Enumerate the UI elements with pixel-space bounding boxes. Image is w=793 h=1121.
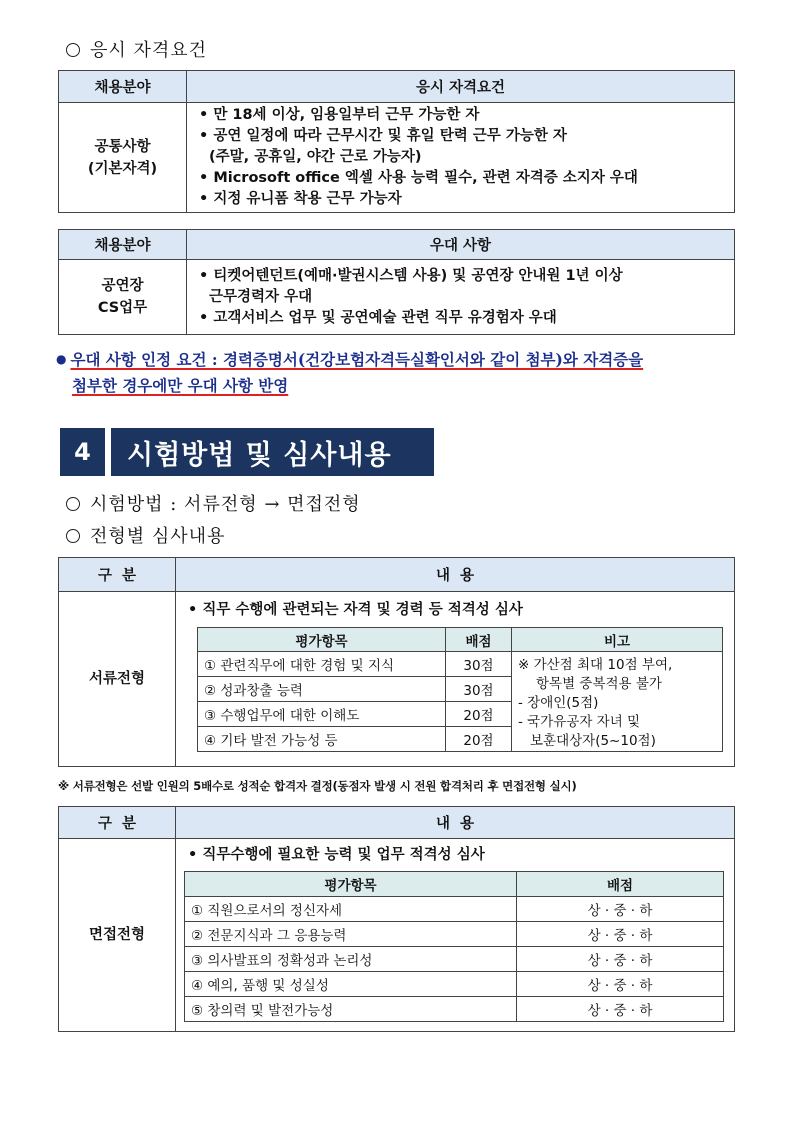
interview-criteria-item: ④ 예의, 품행 및 성실성 [185,972,517,997]
content-line: 전형별 심사내용 [66,522,225,548]
doc-criteria-header: 평가항목 [198,628,446,652]
notice-line-2: 첨부한 경우에만 우대 사항 반영 [72,376,289,395]
doc-criteria-item: ② 성과창출 능력 [198,677,446,702]
doc-criteria-score: 30점 [446,677,512,702]
doc-col1-header: 구 분 [59,558,176,592]
interview-content [176,839,735,1032]
preference-item: 근무경력자 우대 [209,288,313,305]
preference-col1-header: 채용분야 [59,230,187,260]
preference-item: • 티켓어텐던트(예매·발권시스템 사용) 및 공연장 안내원 1년 이상 [199,267,623,284]
qualification-item: • 지정 유니폼 착용 근무 가능자 [199,191,402,207]
bullet-dot-icon: ● [56,352,67,366]
doc-criteria-item: ③ 수행업무에 대한 이해도 [198,702,446,727]
preference-category: 공연장 CS업무 [59,260,187,335]
interview-criteria-item: ③ 의사발표의 정확성과 논리성 [185,947,517,972]
interview-table [58,806,735,1032]
section-number-badge: 4 [60,428,105,476]
section-title: 시험방법 및 심사내용 [111,428,434,476]
interview-criteria-header: 평가항목 [185,872,517,897]
doc-criteria-score: 20점 [446,727,512,752]
doc-category: 서류전형 [59,592,176,767]
doc-criteria-item: ④ 기타 발전 가능성 등 [198,727,446,752]
preference-table [58,229,735,335]
interview-col2-header: 내 용 [176,807,735,839]
interview-intro: • 직무수행에 필요한 능력 및 업무 적격성 심사 [188,847,485,863]
doc-content [176,592,735,767]
interview-criteria-score: 상 · 중 · 하 [517,947,724,972]
qualification-item: • 만 18세 이상, 임용일부터 근무 가능한 자 [199,107,480,123]
doc-criteria-score: 30점 [446,652,512,677]
interview-criteria-item: ⑤ 창의력 및 발전가능성 [185,997,517,1022]
qualification-col1-header: 채용분야 [59,71,187,103]
qualification-col2-header: 응시 자격요건 [187,71,735,103]
interview-category: 면접전형 [59,839,176,1032]
interview-criteria-item: ② 전문지식과 그 응용능력 [185,922,517,947]
circle-bullet-icon [66,43,80,57]
document-screening-table [58,557,735,767]
doc-score-header: 배점 [446,628,512,652]
qualification-list [187,103,735,213]
doc-intro: • 직무 수행에 관련되는 자격 및 경력 등 적격성 심사 [188,602,523,618]
preference-col2-header: 우대 사항 [187,230,735,260]
interview-criteria-item: ① 직원으로서의 정신자세 [185,897,517,922]
doc-col2-header: 내 용 [176,558,735,592]
doc-criteria-table [197,627,723,752]
interview-score-header: 배점 [517,872,724,897]
doc-remarks-header: 비고 [512,628,723,652]
qualification-item: • 공연 일정에 따라 근무시간 및 휴일 탄력 근무 가능한 자 [199,128,567,144]
circle-bullet-icon [66,497,80,511]
circle-bullet-icon [66,529,80,543]
qualification-heading-text: 응시 자격요건 [90,40,208,61]
interview-criteria-score: 상 · 중 · 하 [517,972,724,997]
doc-criteria-score: 20점 [446,702,512,727]
doc-criteria-item: ① 관련직무에 대한 경험 및 지식 [198,652,446,677]
interview-col1-header: 구 분 [59,807,176,839]
preference-item: • 고객서비스 업무 및 공연예술 관련 직무 유경험자 우대 [199,309,557,326]
qualification-table [58,70,735,213]
interview-criteria-score: 상 · 중 · 하 [517,922,724,947]
method-line: 시험방법 : 서류전형 → 면접전형 [66,490,361,516]
qualification-heading [66,36,207,62]
preference-notice [56,346,746,399]
doc-remarks: ※ 가산점 최대 10점 부여, 항목별 중복적용 불가 - 장애인(5점) - 국가유공자 자녀 및 보훈대상자(5~10점) [512,652,723,752]
interview-criteria-score: 상 · 중 · 하 [517,897,724,922]
screening-note: ※ 서류전형은 선발 인원의 5배수로 성적순 합격자 결정(동점자 발생 시 전원 합격처리 후 면접전형 실시) [58,779,577,793]
interview-criteria-table [184,871,724,1022]
qualification-item: (주말, 공휴일, 야간 근로 가능자) [209,149,422,165]
preference-list [187,260,735,335]
interview-criteria-score: 상 · 중 · 하 [517,997,724,1022]
notice-line-1: 우대 사항 인정 요건 : 경력증명서(건강보험자격득실확인서와 같이 첨부)와 자격증을 [70,350,644,369]
qualification-item: • Microsoft office 엑셀 사용 능력 필수, 관련 자격증 소지자 우대 [199,170,638,186]
qualification-category: 공통사항 (기본자격) [59,103,187,213]
